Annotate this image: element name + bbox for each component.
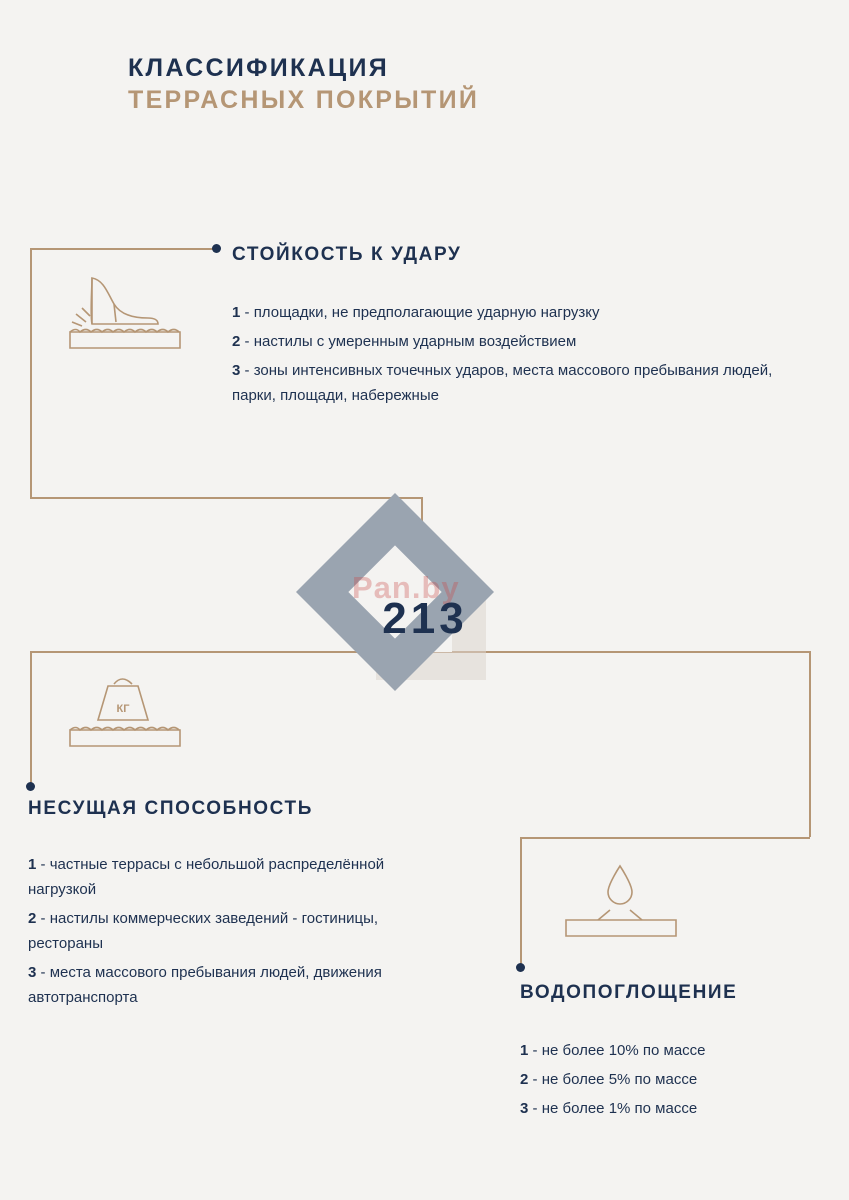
list-item-dash: - (528, 1042, 542, 1059)
title-line-1: КЛАССИФИКАЦИЯ (128, 54, 390, 82)
high-heel-shoe-on-board-icon (62, 270, 192, 365)
list-item-number: 2 (28, 910, 37, 927)
section-heading-impact-resistance: СТОЙКОСТЬ К УДАРУ (232, 244, 462, 265)
section-list-load-capacity (28, 852, 428, 1014)
connector-line-sec3-bottom (520, 837, 810, 839)
section-heading-load-capacity: НЕСУЩАЯ СПОСОБНОСТЬ (28, 798, 313, 819)
list-item-text: не более 5% по массе (541, 1071, 698, 1088)
list-item-dash: - (36, 856, 50, 873)
connector-dot-sec3 (516, 963, 525, 972)
list-item (232, 358, 802, 408)
list-item-number: 2 (232, 333, 241, 350)
list-item-dash: - (36, 910, 50, 927)
list-item-text: места массового пребывания людей, движения автотранспорта (28, 964, 382, 1006)
list-item-dash: - (240, 362, 254, 379)
watermark-text: Pan.by (352, 570, 460, 605)
page-title (128, 52, 748, 116)
list-item-dash: - (240, 304, 254, 321)
center-number: 213 (382, 594, 468, 643)
list-item-number: 1 (232, 304, 241, 321)
section-list-water-absorption (520, 1038, 830, 1125)
list-item-number: 1 (28, 856, 37, 873)
section-heading-water-absorption: ВОДОПОГЛОЩЕНИЕ (520, 982, 738, 1003)
list-item-number: 3 (520, 1100, 529, 1117)
list-item (520, 1038, 830, 1063)
list-item-text: зоны интенсивных точечных ударов, места массового пребывания людей, парки, площади, набережные (232, 362, 773, 404)
list-item-number: 2 (520, 1071, 529, 1088)
list-item (520, 1067, 830, 1092)
list-item-dash: - (528, 1100, 542, 1117)
list-item-number: 3 (232, 362, 241, 379)
list-item (232, 329, 802, 354)
water-drop-on-board-icon (558, 858, 688, 953)
list-item-dash: - (240, 333, 254, 350)
connector-line-sec3-right (809, 651, 811, 837)
list-item-text: частные террасы с небольшой распределённой нагрузкой (28, 856, 385, 898)
section-list-impact-resistance (232, 300, 802, 412)
connector-line-sec2-left (30, 651, 32, 786)
connector-line-sec1-bottom (30, 497, 422, 499)
list-item-text: настилы коммерческих заведений - гостиницы, рестораны (28, 910, 379, 952)
list-item (232, 300, 802, 325)
list-item-number: 1 (520, 1042, 529, 1059)
connector-line-sec1-top (30, 248, 216, 250)
connector-line-sec3-down (520, 837, 522, 967)
list-item (28, 852, 428, 902)
list-item-text: настилы с умеренным ударным воздействием (253, 333, 577, 350)
list-item (28, 906, 428, 956)
connector-dot-sec1 (212, 244, 221, 253)
svg-text:КГ: КГ (116, 703, 130, 715)
list-item (520, 1096, 830, 1121)
weight-bag-on-board-icon (62, 668, 192, 763)
list-item-number: 3 (28, 964, 37, 981)
list-item (28, 960, 428, 1010)
connector-line-sec1-left (30, 248, 32, 498)
list-item-text: площадки, не предполагающие ударную нагрузку (253, 304, 600, 321)
list-item-dash: - (528, 1071, 542, 1088)
list-item-dash: - (36, 964, 50, 981)
list-item-text: не более 10% по массе (541, 1042, 706, 1059)
connector-dot-sec2 (26, 782, 35, 791)
center-diamond (290, 522, 560, 722)
title-line-2: ТЕРРАСНЫХ ПОКРЫТИЙ (128, 86, 480, 114)
list-item-text: не более 1% по массе (541, 1100, 698, 1117)
